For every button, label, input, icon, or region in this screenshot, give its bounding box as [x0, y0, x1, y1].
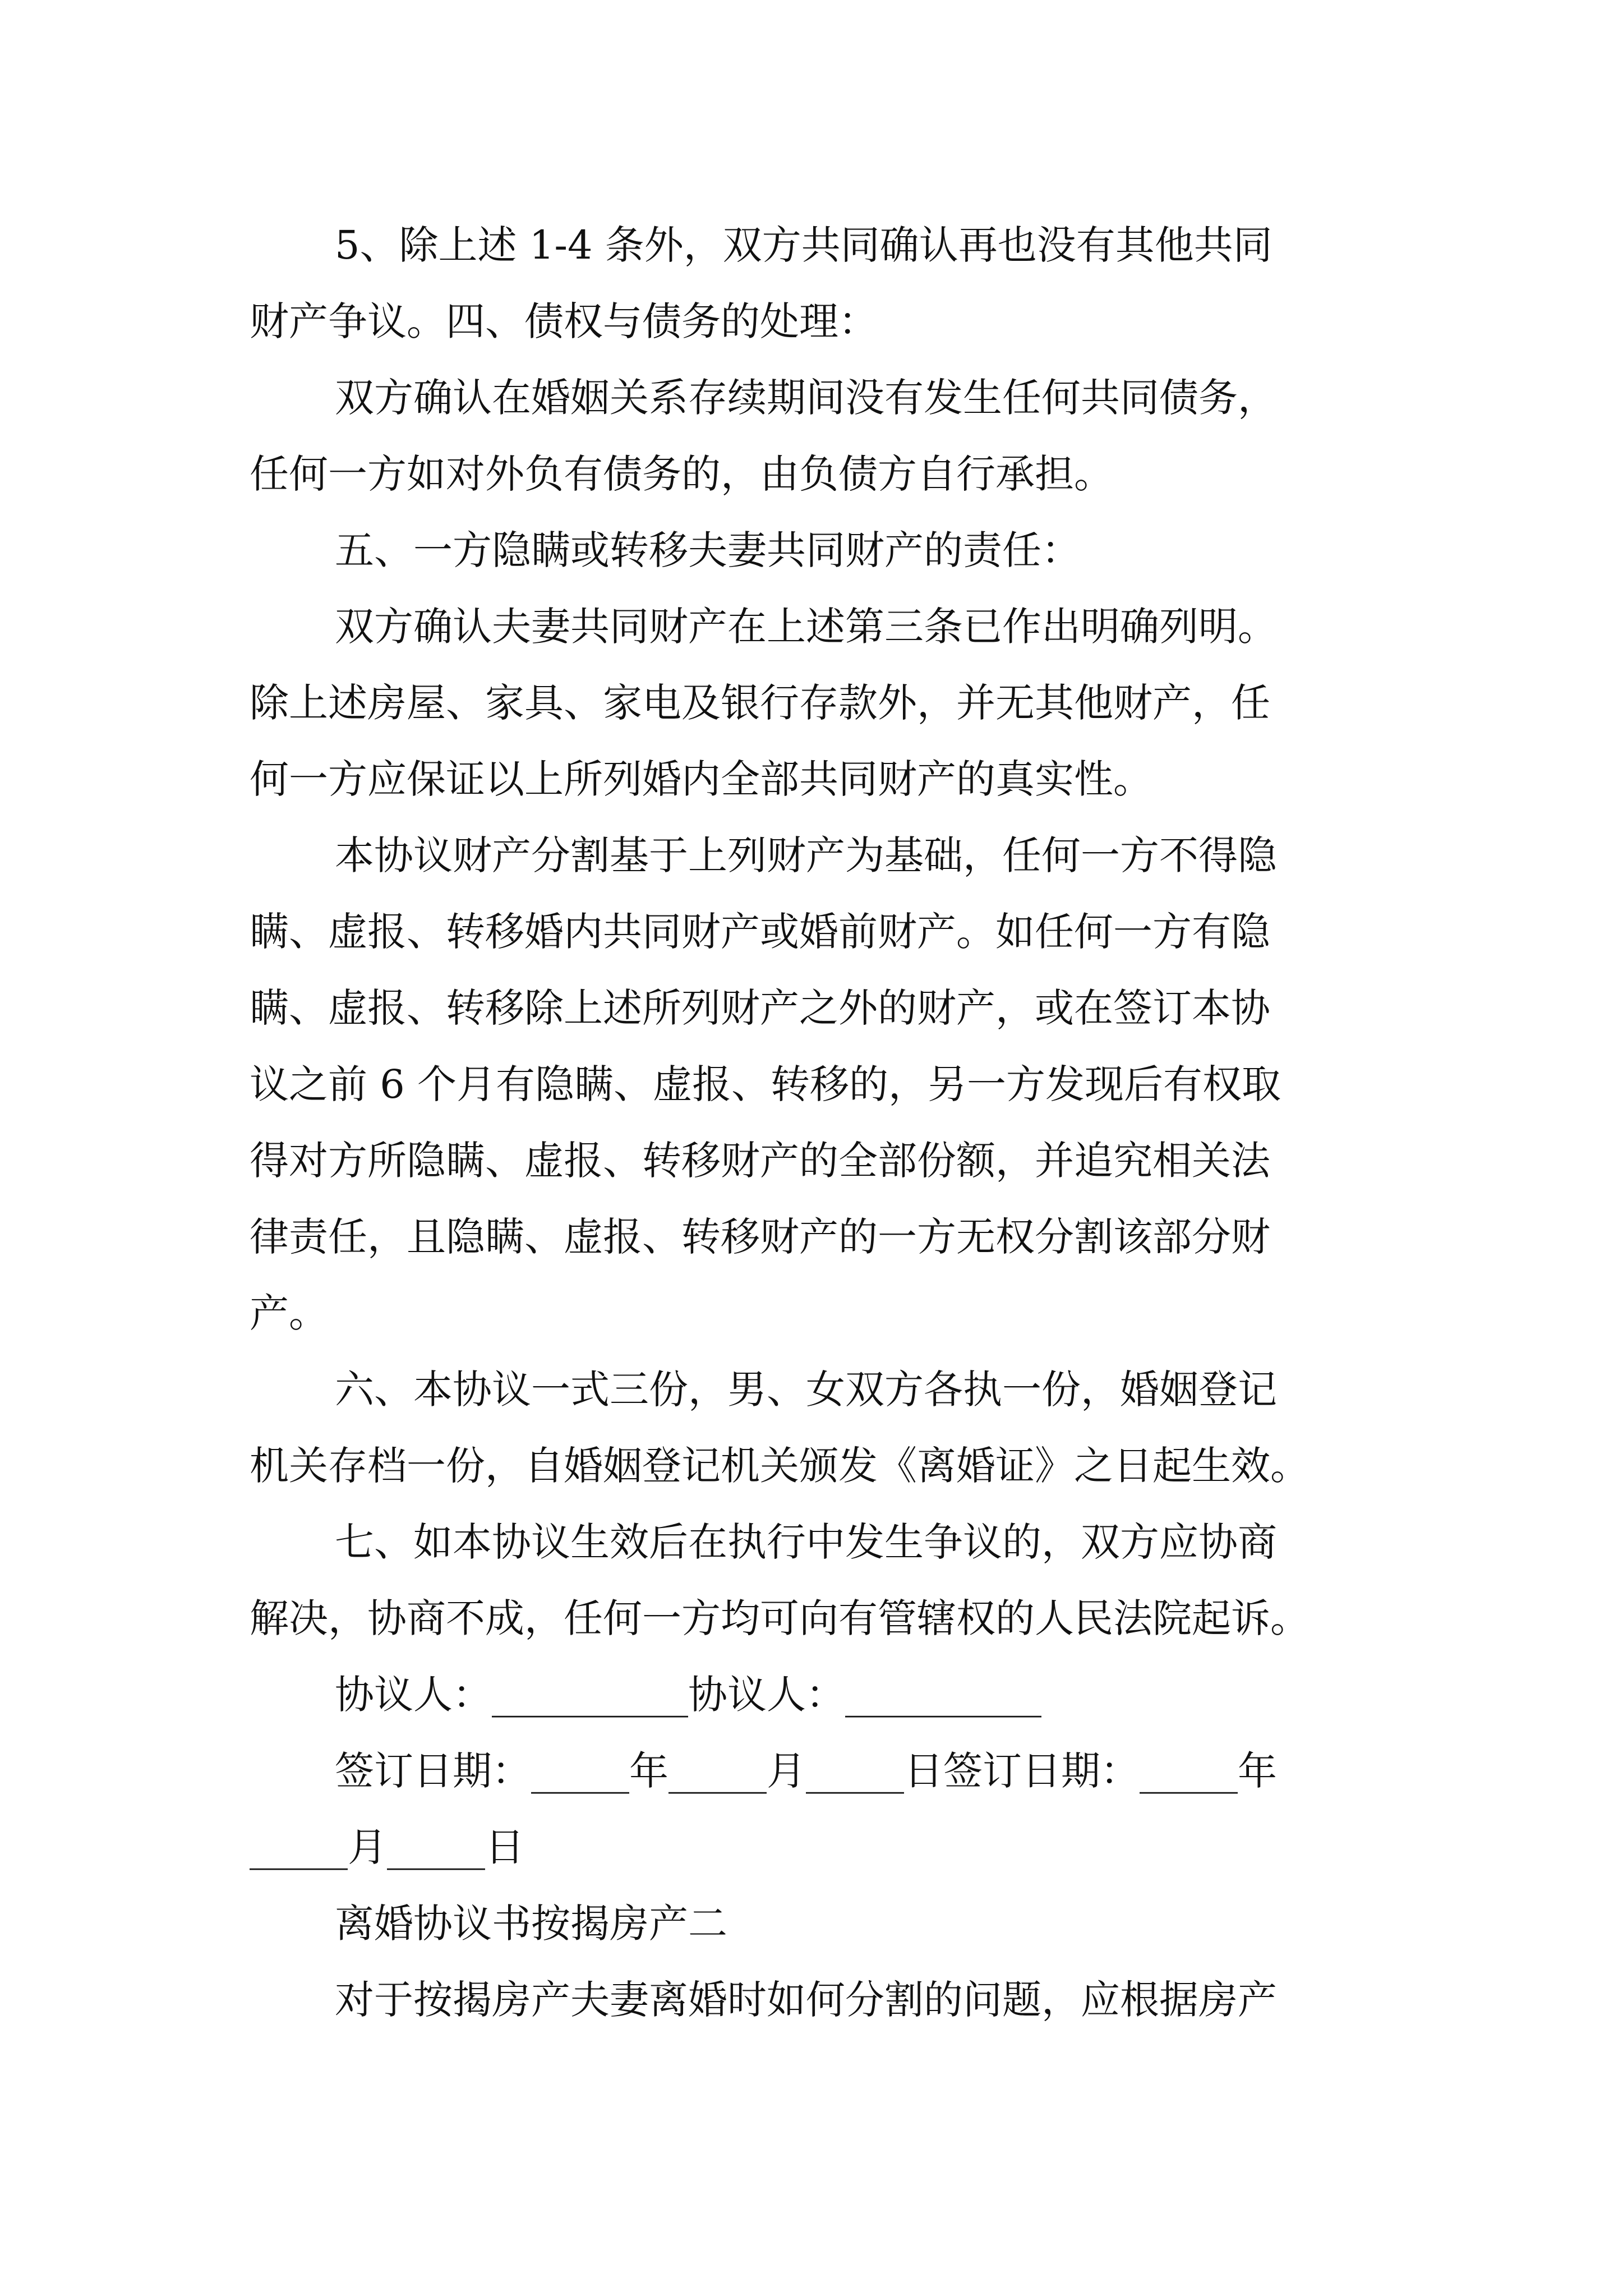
text-line: 任何一方如对外负有债务的，由负债方自行承担。 [250, 451, 1113, 497]
text-line: 瞒、虚报、转移婚内共同财产或婚前财产。如任何一方有隐 [250, 909, 1270, 955]
text-line: 双方确认在婚姻关系存续期间没有发生任何共同债务， [335, 375, 1277, 421]
text-line: 得对方所隐瞒、虚报、转移财产的全部份额，并追究相关法 [250, 1138, 1270, 1184]
text-line: 议之前 6 个月有隐瞒、虚报、转移的，另一方发现后有权取 [250, 1061, 1281, 1107]
text-line: 本协议财产分割基于上列财产为基础，任何一方不得隐 [335, 832, 1277, 878]
text-line: 七、如本协议生效后在执行中发生争议的，双方应协商 [335, 1519, 1277, 1565]
text-line: 除上述房屋、家具、家电及银行存款外，并无其他财产，任 [250, 680, 1270, 726]
text-line: 机关存档一份，自婚姻登记机关颁发《离婚证》之日起生效。 [250, 1443, 1310, 1489]
text-line: 解决，协商不成，任何一方均可向有管辖权的人民法院起诉。 [250, 1595, 1310, 1641]
section-title: 离婚协议书按揭房产二 [335, 1901, 727, 1947]
text-line: 双方确认夫妻共同财产在上述第三条已作出明确列明。 [335, 604, 1277, 650]
text-line: 六、本协议一式三份，男、女双方各执一份，婚姻登记 [335, 1366, 1277, 1412]
text-line: 产。 [250, 1290, 328, 1336]
text-line: 对于按揭房产夫妻离婚时如何分割的问题，应根据房产 [335, 1977, 1277, 2023]
text-line: 何一方应保证以上所列婚内全部共同财产的真实性。 [250, 756, 1152, 802]
date-line: _____月_____日 [250, 1824, 524, 1870]
signature-line: 协议人：__________协议人：__________ [335, 1672, 1041, 1718]
text-line: 5、除上述 1-4 条外，双方共同确认再也没有其他共同 [335, 222, 1272, 268]
text-line: 财产争议。四、债权与债务的处理： [250, 298, 878, 344]
date-line: 签订日期：_____年_____月_____日签订日期：_____年 [335, 1748, 1277, 1794]
text-line: 五、一方隐瞒或转移夫妻共同财产的责任： [335, 527, 1081, 573]
text-line: 律责任，且隐瞒、虚报、转移财产的一方无权分割该部分财 [250, 1214, 1270, 1260]
text-line: 瞒、虚报、转移除上述所列财产之外的财产，或在签订本协 [250, 985, 1270, 1031]
